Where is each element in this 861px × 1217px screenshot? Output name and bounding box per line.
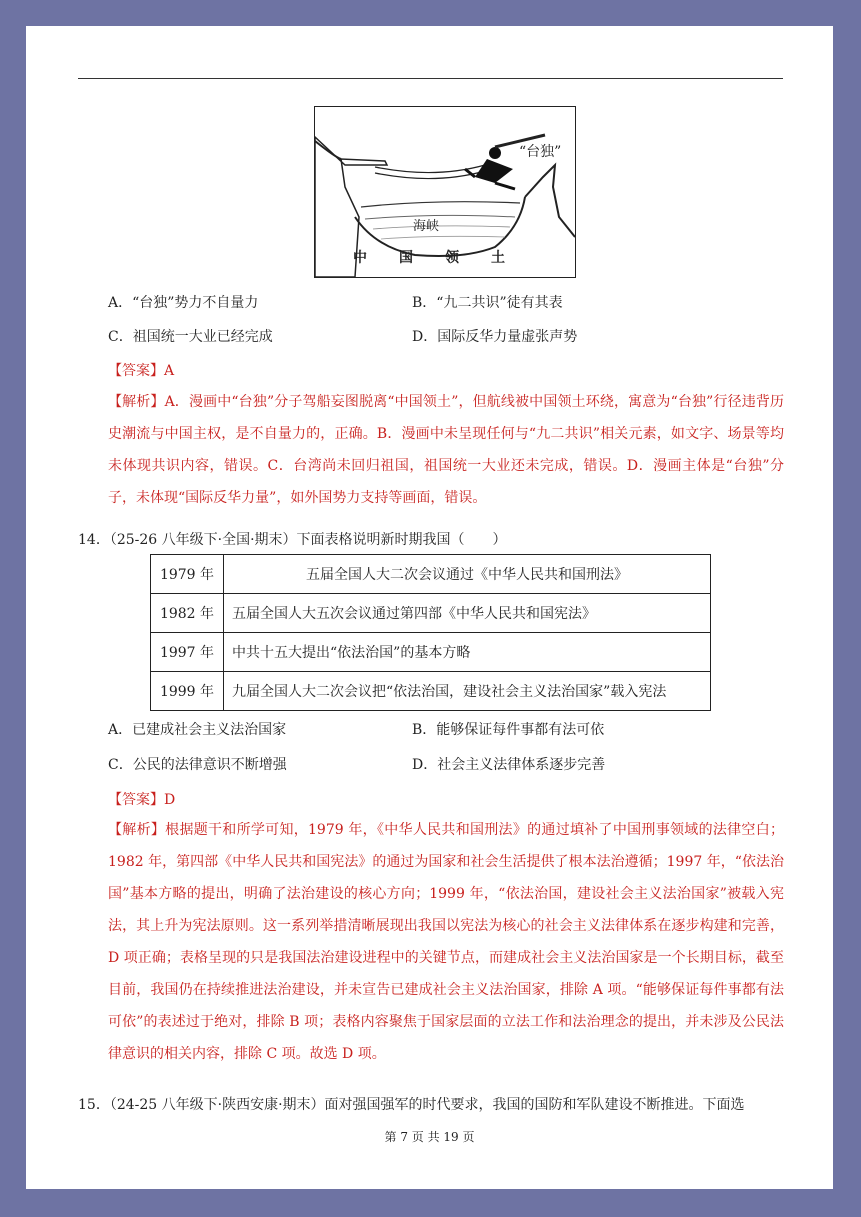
- q14-option-a: A．已建成社会主义法治国家: [108, 722, 287, 738]
- taiwan-independence-cartoon: [314, 106, 576, 278]
- q13-option-c: C．祖国统一大业已经完成: [108, 329, 273, 345]
- q14-option-d: D．社会主义法律体系逐步完善: [412, 757, 606, 773]
- q14-answer: 【答案】D: [108, 792, 176, 808]
- q14-option-c: C．公民的法律意识不断增强: [108, 757, 287, 773]
- q14-analysis: [108, 814, 784, 1070]
- document-page: [26, 26, 833, 1189]
- table-cell-year: 1997 年: [151, 633, 224, 672]
- q14-stem: 14．（25-26 八年级下·全国·期末）下面表格说明新时期我国（ ）: [78, 532, 507, 548]
- table-row: [151, 633, 711, 672]
- table-cell-year: 1979 年: [151, 555, 224, 594]
- cartoon-label-territory: 中国领土: [353, 250, 537, 266]
- table-cell-year: 1982 年: [151, 594, 224, 633]
- cartoon-label-taiwan-independence: “台独”: [519, 144, 562, 160]
- q14-table: [150, 554, 711, 711]
- q14-analysis-label: 【解析】: [108, 822, 166, 838]
- table-row: [151, 594, 711, 633]
- q13-option-d: D．国际反华力量虚张声势: [412, 329, 578, 345]
- table-cell-event: 五届全国人大二次会议通过《中华人民共和国刑法》: [224, 555, 711, 594]
- q13-option-a: A．“台独”势力不自量力: [108, 295, 259, 311]
- q13-analysis-label: 【解析】: [108, 394, 165, 410]
- q14-analysis-text: 根据题干和所学可知，1979 年，《中华人民共和国刑法》的通过填补了中国刑事领域的法律空白；1982 年，第四部《中华人民共和国宪法》的通过为国家和社会生活提供了根本法治遵循；1997 年，“依法治国”基本方略的提出，明确了法治建设的核心方向；1999 年，“依法治国，建设社会主义法治国家”被载入宪法，其上升为宪法原则。这一系列举措清晰展现出我国以宪法为核心的社会主义法律体系在逐步构建和完善，D 项正确；表格呈现的只是我国法治建设进程中的关键节点，而建成社会主义法治国家是一个长期目标，截至目前，我国仍在持续推进法治建设，并未宣告已建成社会主义法治国家，排除 A 项。“能够保证每件事都有法可依”的表述过于绝对，排除 B 项；表格内容聚焦于国家层面的立法工作和法治理念的提出，并未涉及公民法律意识的相关内容，排除 C 项。故选 D 项。: [108, 822, 785, 1062]
- table-cell-event: 中共十五大提出“依法治国”的基本方略: [224, 633, 711, 672]
- q13-analysis: [108, 386, 784, 514]
- table-cell-event: 九届全国人大二次会议把“依法治国，建设社会主义法治国家”载入宪法: [224, 672, 711, 711]
- table-row: [151, 672, 711, 711]
- q13-analysis-text: A．漫画中“台独”分子驾船妄图脱离“中国领土”，但航线被中国领土环绕，寓意为“台独”行径违背历史潮流与中国主权，是不自量力的，正确。B．漫画中未呈现任何与“九二共识”相关元素，如文字、场景等均未体现共识内容，错误。C．台湾尚未回归祖国，祖国统一大业还未完成，错误。D．漫画主体是“台独”分子，未体现“国际反华力量”，如外国势力支持等画面，错误。: [108, 394, 784, 506]
- table-cell-event: 五届全国人大五次会议通过第四部《中华人民共和国宪法》: [224, 594, 711, 633]
- page-footer: 第 7 页 共 19 页: [384, 1130, 475, 1144]
- q15-stem: 15．（24-25 八年级下·陕西安康·期末）面对强国强军的时代要求，我国的国防和军队建设不断推进。下面选: [78, 1097, 745, 1113]
- header-rule: [78, 78, 783, 79]
- cartoon-label-strait: 海峡: [413, 219, 440, 234]
- q14-option-b: B．能够保证每件事都有法可依: [412, 722, 605, 738]
- q13-option-b: B．“九二共识”徒有其表: [412, 295, 563, 311]
- q13-answer: 【答案】A: [108, 363, 175, 379]
- table-cell-year: 1999 年: [151, 672, 224, 711]
- table-row: [151, 555, 711, 594]
